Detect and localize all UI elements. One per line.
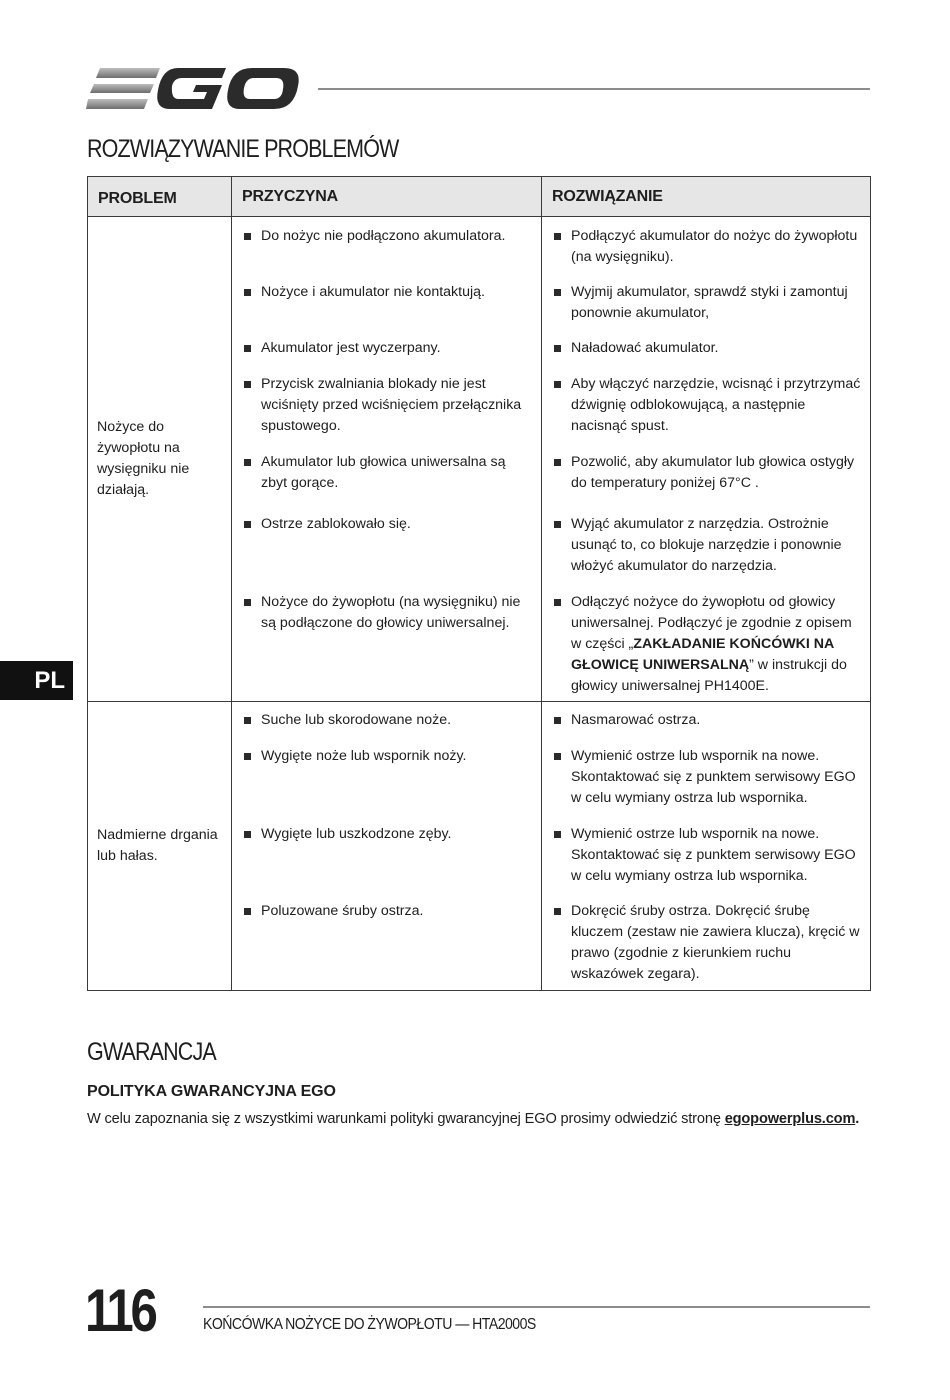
list-item (542, 583, 870, 701)
cause-text: Suche lub skorodowane noże. (261, 712, 452, 728)
problem-text: Nadmierne drgania lub hałas. (97, 827, 218, 864)
bullet-icon (554, 381, 561, 388)
solution-text: Pozwolić, aby akumulator lub głowica ostygły do temperatury poniżej 67°C . (571, 454, 855, 491)
language-tab: PL (0, 661, 73, 700)
solution-text: Aby włączyć narzędzie, wcisnąć i przytrzymać dźwignię odblokowującą, a następnie nacisnąć spust. (571, 376, 861, 434)
problem-cell (88, 217, 232, 702)
page-number: 116 (85, 1277, 155, 1344)
cause-text: Wygięte noże lub wspornik noży. (261, 748, 467, 764)
bullet-icon (554, 521, 561, 528)
list-item (542, 443, 870, 505)
list-item (232, 217, 541, 273)
list-item (542, 505, 870, 583)
list-item (542, 217, 870, 273)
problem-cell (88, 702, 232, 991)
bullet-icon (554, 345, 561, 352)
list-item (232, 365, 541, 443)
cause-text: Wygięte lub uszkodzone zęby. (261, 826, 452, 842)
list-item (232, 329, 541, 365)
bullet-icon (244, 599, 251, 606)
bullet-icon (244, 521, 251, 528)
cause-cell (232, 217, 542, 702)
troubleshooting-table (87, 176, 871, 991)
warranty-text (87, 1111, 859, 1127)
list-item (542, 273, 870, 329)
solution-text: Naładować akumulator. (571, 340, 719, 356)
list-item (542, 815, 870, 892)
bullet-icon (554, 717, 561, 724)
list-item (232, 815, 541, 892)
column-header-cause: PRZYCZYNA (232, 177, 542, 217)
cause-cell (232, 702, 542, 991)
cause-text: Nożyce do żywopłotu (na wysięgniku) nie są podłączone do głowicy uniwersalnej. (261, 594, 521, 631)
bullet-icon (554, 289, 561, 296)
solution-text: Dokręcić śruby ostrza. Dokręcić śrubę kluczem (zestaw nie zawiera klucza), kręcić w prawo (zgodnie z kierunkiem ruchu wskazówek zegara). (571, 903, 860, 982)
warranty-title: GWARANCJA (87, 1038, 216, 1066)
column-header-problem: PROBLEM (88, 177, 232, 217)
problem-text: Nożyce do żywopłotu na wysięgniku nie działają. (97, 419, 190, 498)
solution-text: Wymienić ostrze lub wspornik na nowe. Skontaktować się z punktem serwisowy EGO w celu wymiany ostrza lub wspornika. (571, 826, 856, 884)
cause-text: Do nożyc nie podłączono akumulatora. (261, 228, 506, 244)
solution-text: Nasmarować ostrza. (571, 712, 701, 728)
bullet-icon (554, 233, 561, 240)
bullet-icon (244, 908, 251, 915)
solution-text (571, 594, 852, 694)
bullet-icon (244, 459, 251, 466)
list-item (542, 365, 870, 443)
cause-text: Ostrze zablokowało się. (261, 516, 411, 532)
bullet-icon (554, 459, 561, 466)
bullet-icon (244, 753, 251, 760)
cause-text: Nożyce i akumulator nie kontaktują. (261, 284, 485, 300)
warranty-subtitle: POLITYKA GWARANCYJNA EGO (87, 1083, 336, 1100)
warranty-link[interactable]: egopowerplus.com (724, 1111, 856, 1127)
solution-text: Wymienić ostrze lub wspornik na nowe. Skontaktować się z punktem serwisowy EGO w celu wymiany ostrza lub wspornika. (571, 748, 856, 806)
table-row (88, 702, 871, 991)
solution-reference-bold: ZAKŁADANIE KOŃCÓWKI NA GŁOWICĘ UNIWERSALNĄ (571, 636, 834, 673)
warranty-text-body: W celu zapoznania się z wszystkimi warunkami polityki gwarancyjnej EGO prosimy odwiedzić stronę (87, 1111, 725, 1127)
list-item (232, 273, 541, 329)
solution-cell (542, 702, 871, 991)
ego-logo (86, 62, 300, 114)
cause-text: Poluzowane śruby ostrza. (261, 903, 424, 919)
list-item (542, 702, 870, 737)
solution-text: Podłączyć akumulator do nożyc do żywopłotu (na wysięgniku). (571, 228, 858, 265)
solution-text: Wyjąć akumulator z narzędzia. Ostrożnie usunąć to, co blokuje narzędzie i ponownie włożyć akumulator do narzędzia. (571, 516, 842, 574)
list-item (542, 737, 870, 815)
list-item (232, 443, 541, 505)
bullet-icon (554, 831, 561, 838)
warranty-text-end: . (855, 1111, 860, 1127)
cause-text: Akumulator lub głowica uniwersalna są zbyt gorące. (261, 454, 506, 491)
solution-text-part: Odłączyć nożyce do żywopłotu od głowicy uniwersalnej. Podłączyć je zgodnie z opisem w części „ (571, 594, 852, 652)
cause-text: Akumulator jest wyczerpany. (261, 340, 441, 356)
list-item (232, 583, 541, 701)
bullet-icon (244, 289, 251, 296)
bullet-icon (554, 753, 561, 760)
list-item (232, 505, 541, 583)
footer-rule (203, 1306, 870, 1308)
solution-cell (542, 217, 871, 702)
list-item (232, 702, 541, 737)
header-rule (318, 88, 870, 90)
list-item (542, 329, 870, 365)
troubleshooting-title: ROZWIĄZYWANIE PROBLEMÓW (87, 135, 399, 163)
list-item (542, 892, 870, 990)
table-row (88, 217, 871, 702)
solution-text-part: ” w instrukcji do głowicy uniwersalnej PH1400E. (571, 657, 847, 694)
bullet-icon (244, 345, 251, 352)
list-item (232, 737, 541, 815)
bullet-icon (244, 717, 251, 724)
bullet-icon (554, 908, 561, 915)
solution-text: Wyjmij akumulator, sprawdź styki i zamontuj ponownie akumulator, (571, 284, 848, 321)
footer-text: KOŃCÓWKA NOŻYCE DO ŻYWOPŁOTU — HTA2000S (203, 1316, 536, 1333)
bullet-icon (244, 381, 251, 388)
list-item (232, 892, 541, 990)
bullet-icon (244, 831, 251, 838)
bullet-icon (244, 233, 251, 240)
cause-text: Przycisk zwalniania blokady nie jest wciśnięty przed wciśnięciem przełącznika spustowego. (261, 376, 522, 434)
bullet-icon (554, 599, 561, 606)
column-header-solution: ROZWIĄZANIE (542, 177, 871, 217)
table-header-row (88, 177, 871, 217)
